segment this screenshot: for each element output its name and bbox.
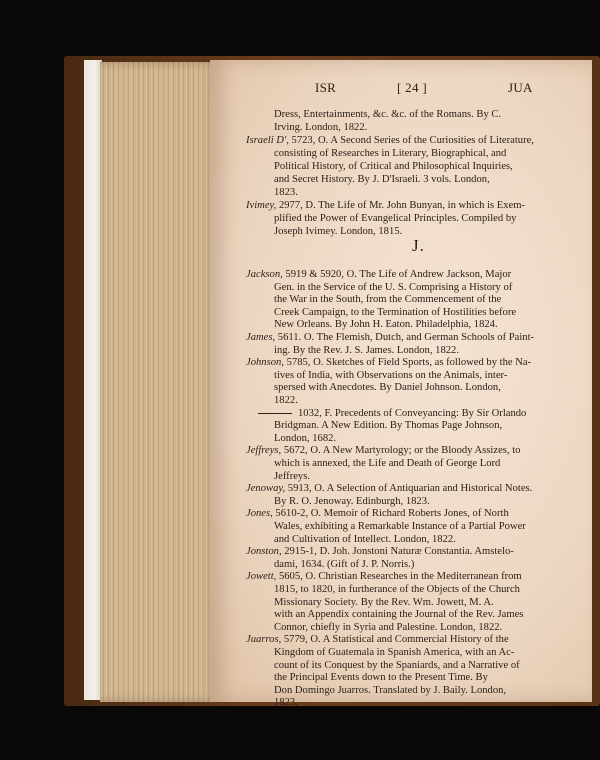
entry-text: 5919 & 5920, O. The Life of Andrew Jackson, Major [282,269,512,280]
entry-line [274,121,367,134]
entry-heading: Jones, [246,508,273,520]
entry-line [274,596,494,609]
entry-text: 2977, D. The Life of Mr. John Bunyan, in which is Exem- [276,200,526,211]
entry-text: 5723, O. A Second Series of the Curiosities of Literature, [288,135,534,146]
running-head-right: JUA [508,80,533,95]
entry-line [246,507,509,520]
entry-line [274,173,490,186]
entry-text: 1822. [274,395,298,406]
entry-line [246,134,534,147]
entry-line [274,646,514,659]
entry-text: and Cultivation of Intellect. London, 1822. [274,533,456,545]
entry-text: spersed with Anecdotes. By Daniel Johnson. London, [274,382,501,394]
ditto-rule [258,413,292,414]
entry-text: 5785, O. Sketches of Field Sports, as followed by the Na- [283,357,532,369]
entry-text: Gen. in the Service of the U. S. Comprising a History of [274,281,513,293]
entry-line [274,696,298,709]
entry-line [274,147,506,160]
entry-line [246,570,522,583]
entry-line [274,457,500,470]
entry-text: London, 1682. [274,432,337,444]
entry-text: the War in the South, from the Commencement of the [274,294,502,306]
entry-line [258,407,526,420]
entry-text: New Orleans. By John H. Eaton. Philadelphia, 1824. [274,319,498,331]
entry-text: 1032, F. Precedents of Conveyancing: By Sir Orlando [298,407,527,419]
entry-line [274,432,336,445]
section-letter: J. [412,236,425,255]
entry-text: tives of India, with Observations on the Animals, inter- [274,369,508,381]
entry-text: count of its Conquest by the Spaniards, and a Narrative of [274,659,520,671]
entry-line [274,520,526,533]
entry-text: Irving. London, 1822. [274,122,368,133]
entry-line [246,199,525,212]
entry-text: Jeffreys. [274,470,310,482]
entry-text: By R. O. Jenoway. Edinburgh, 1823. [274,495,430,507]
entry-line [246,331,534,344]
entry-heading: James, [246,332,276,343]
entry-line [274,306,516,319]
entry-line [274,318,498,331]
entry-line [274,281,512,294]
entry-line [274,621,502,634]
entry-text: 5611. O. The Flemish, Dutch, and German Schools of Paint- [275,332,535,343]
entry-line [246,545,514,558]
entry-text: 2915-1, D. Joh. Jonstoni Naturæ Constantia. Amstelo- [281,546,514,558]
entry-text: Bridgman. A New Edition. By Thomas Page Johnson, [274,420,503,432]
entry-heading: Ivimey, [246,200,277,211]
entry-text: Connor, chiefly in Syria and Palestine. London, 1822. [274,621,503,633]
entry-line [274,558,414,571]
entry-line [246,444,520,457]
entry-line [274,108,501,121]
entry-text: 5605, O. Christian Researches in the Mediterranean from [276,571,522,583]
entry-line [246,633,509,646]
entry-line [274,369,507,382]
entry-text: Dress, Entertainments, &c. &c. of the Romans. By C. [274,109,502,120]
entry-text: ing. By the Rev. J. S. James. London, 1822. [274,344,459,356]
entry-text: 1823. [274,187,298,198]
entry-text: Political History, of Critical and Philosophical Inquiries, [274,161,513,172]
entry-line [246,356,531,369]
entry-line [246,482,532,495]
entry-line [274,394,298,407]
entry-line [274,533,456,546]
entry-heading: Johnson, [246,357,284,369]
entry-line [274,160,513,173]
entry-heading: Jackson, [246,269,283,280]
entry-text: with an Appendix containing the Journal of the Rev. James [274,609,524,621]
entry-text: Wales, exhibiting a Remarkable Instance of a Partial Power [274,521,526,532]
entry-text: Kingdom of Guatemala in Spanish America, with an Ac- [274,647,515,658]
entry-text: and Secret History. By J. D'Israeli. 3 vols. London, [274,174,490,185]
entry-text: Don Domingo Juarros. Translated by J. Baily. London, [274,684,507,696]
entry-text: 5672, O. A New Martyrology; or the Bloody Assizes, to [281,445,521,457]
entry-text: Creek Campaign, to the Termination of Hostilities before [274,306,517,318]
entry-text: which is annexed, the Life and Death of George Lord [274,458,501,469]
entry-text: Joseph Ivimey. London, 1815. [274,226,403,237]
entry-text: 1823. [274,697,298,709]
entry-line [274,381,501,394]
entry-line [274,470,310,483]
entry-text: consisting of Researches in Literary, Biographical, and [274,148,507,159]
entry-text: plified the Power of Evangelical Principles. Compiled by [274,213,517,224]
entry-heading: Jenoway, [246,483,286,495]
entry-line [274,344,459,357]
page-number: [ 24 ] [397,80,427,95]
entry-text: dami, 1634. (Gift of J. P. Norris.) [274,558,415,570]
entry-heading: Israeli D', [246,135,289,146]
entry-line [274,419,502,432]
entry-line [274,659,520,672]
entry-text: 5610-2, O. Memoir of Richard Roberts Jones, of North [272,508,509,520]
entry-line [274,671,488,684]
entry-text: Missionary Society. By the Rev. Wm. Jowett, M. A. [274,596,494,608]
entry-line [274,186,298,199]
entry-line [274,684,506,697]
entry-text: 1815, to 1820, in furtherance of the Objects of the Church [274,584,520,595]
entry-line [274,608,523,621]
entry-line [274,225,402,238]
entry-heading: Jowett, [246,571,277,583]
entry-text: 5779, O. A Statistical and Commercial History of the [281,634,509,646]
running-head-left: ISR [315,80,337,95]
entry-heading: Jeffreys, [246,445,282,457]
entry-line [274,293,501,306]
entry-line [246,268,511,281]
entry-text: 5913, O. A Selection of Antiquarian and Historical Notes. [285,483,533,495]
entry-text: the Principal Events down to the Present Time. By [274,672,488,684]
entry-line [274,212,516,225]
entry-line [274,583,520,596]
entry-line [274,495,430,508]
entry-heading: Jonston, [246,546,282,558]
entry-heading: Juarros, [246,634,282,646]
